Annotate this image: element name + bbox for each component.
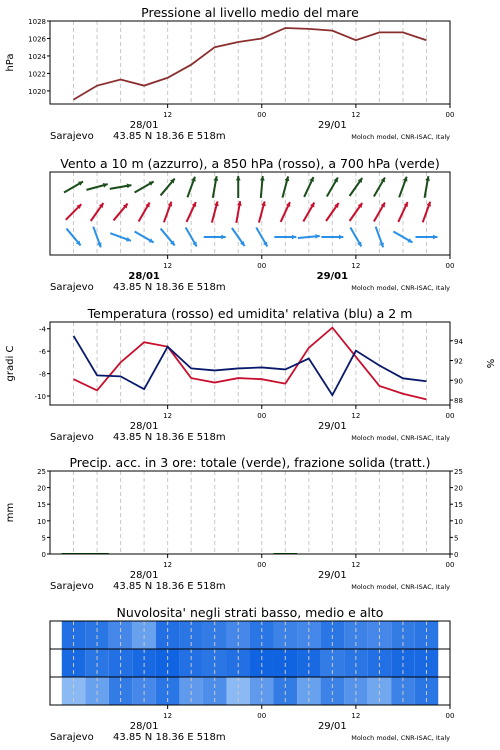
time-tick-label: 00	[257, 412, 267, 420]
panel-frame	[50, 322, 450, 405]
wind-arrow	[213, 176, 218, 198]
wind-arrow	[350, 203, 363, 221]
precipitation-panel	[5, 455, 463, 592]
wind-arrow-head	[433, 235, 437, 240]
panel-title: Pressione al livello medio del mare	[141, 5, 359, 20]
y-tick-label: -10	[34, 393, 46, 402]
y-axis-label: hPa	[5, 53, 16, 72]
time-tick-label: 12	[163, 412, 173, 420]
time-axis	[50, 705, 454, 743]
time-tick-label: 00	[445, 262, 455, 270]
model-credit: Moloch model, CNR-ISAC, Italy	[351, 284, 450, 292]
wind-arrow	[212, 201, 219, 222]
time-tick-label: 12	[351, 712, 361, 720]
time-tick-label: 00	[257, 262, 267, 270]
y-tick-label: 1020	[28, 87, 46, 96]
y-tick-label: 5	[41, 534, 46, 543]
time-tick-label: 00	[445, 412, 455, 420]
time-tick-label: 12	[351, 412, 361, 420]
time-tick-label: 12	[163, 712, 173, 720]
wind-arrow	[374, 202, 385, 221]
y-right-tick-label: 88	[454, 397, 463, 406]
wind-arrow	[135, 182, 154, 193]
y-right-axis-label: %	[484, 358, 495, 369]
date-label: 29/01	[317, 721, 347, 732]
y-tick-label: 0	[41, 551, 46, 559]
station-name: Sarajevo	[50, 581, 94, 592]
wind-arrow	[110, 233, 131, 241]
time-tick-label: 00	[445, 561, 455, 569]
station-name: Sarajevo	[50, 282, 94, 293]
y-tick-label: 1022	[28, 70, 46, 79]
station-coords: 43.85 N 18.36 E 518m	[113, 581, 226, 592]
panel-frame	[50, 172, 450, 255]
station-name: Sarajevo	[50, 432, 94, 443]
y-right-tick-label: 25	[454, 468, 463, 476]
wind-arrow-head	[221, 235, 225, 240]
y-tick-label: 15	[37, 501, 46, 510]
wind-arrow-head	[339, 235, 343, 240]
y-right-tick-label: 90	[454, 377, 463, 386]
panel-title: Nuvolosita' negli strati basso, medio e alto	[116, 605, 384, 620]
date-label: 29/01	[317, 120, 347, 131]
time-tick-label: 12	[351, 111, 361, 119]
y-tick-label: 20	[37, 484, 46, 493]
wind-arrow-head	[315, 234, 320, 239]
wind-arrow	[187, 202, 197, 222]
time-tick-label: 00	[445, 111, 455, 119]
station-name: Sarajevo	[50, 732, 94, 743]
y-axis-label: mm	[5, 502, 16, 523]
temperature-panel	[5, 306, 495, 443]
station-coords: 43.85 N 18.36 E 518m	[113, 131, 226, 142]
panel-title: Vento a 10 m (azzurro), a 850 hPa (rosso), a 700 hPa (verde)	[60, 156, 440, 171]
date-label: 28/01	[128, 271, 160, 282]
y-tick-label: 1028	[28, 18, 46, 26]
date-label: 28/01	[129, 721, 159, 732]
wind-arrow	[236, 201, 241, 223]
model-credit: Moloch model, CNR-ISAC, Italy	[351, 434, 450, 442]
wind-panel	[50, 156, 454, 293]
panel-frame	[50, 471, 450, 554]
y-right-tick-label: 10	[454, 517, 463, 526]
time-tick-label: 12	[351, 561, 361, 569]
time-tick-label: 12	[163, 111, 173, 119]
y-tick-label: -6	[39, 348, 46, 357]
pressure-line	[74, 28, 427, 100]
time-axis	[50, 255, 454, 293]
cloud-panel	[50, 605, 454, 743]
wind-arrow	[425, 176, 430, 198]
date-label: 29/01	[317, 421, 347, 432]
wind-arrow	[135, 232, 154, 243]
wind-arrow	[91, 203, 104, 221]
model-credit: Moloch model, CNR-ISAC, Italy	[351, 133, 450, 141]
y-right-tick-label: 92	[454, 357, 463, 366]
wind-arrow-head	[292, 235, 296, 240]
wind-arrow	[259, 201, 266, 222]
y-right-tick-label: 94	[454, 337, 463, 346]
wind-arrow	[398, 202, 408, 222]
date-label: 28/01	[129, 570, 159, 581]
time-tick-label: 12	[351, 262, 361, 270]
model-credit: Moloch model, CNR-ISAC, Italy	[351, 734, 450, 742]
date-label: 28/01	[129, 120, 159, 131]
wind-arrow	[139, 202, 150, 221]
time-tick-label: 00	[445, 712, 455, 720]
date-label: 28/01	[129, 421, 159, 432]
y-tick-label: 10	[37, 517, 46, 526]
y-tick-label: -8	[39, 370, 46, 379]
y-tick-label: 1024	[28, 52, 46, 61]
wind-arrow-head	[260, 176, 265, 181]
wind-arrow	[260, 176, 265, 198]
y-tick-label: -4	[39, 325, 46, 334]
y-tick-label: 25	[37, 468, 46, 476]
station-coords: 43.85 N 18.36 E 518m	[113, 282, 226, 293]
date-label: 29/01	[316, 271, 349, 282]
wind-arrow	[326, 203, 339, 221]
wind-arrow-head	[236, 176, 241, 180]
y-right-tick-label: 15	[454, 501, 463, 510]
wind-arrow	[64, 182, 83, 193]
y-right-tick-label: 0	[454, 551, 459, 559]
y-right-tick-label: 20	[454, 484, 463, 493]
humidity-line	[74, 336, 427, 395]
time-axis	[50, 554, 454, 592]
station-coords: 43.85 N 18.36 E 518m	[113, 432, 226, 443]
time-tick-label: 00	[257, 712, 267, 720]
time-axis	[50, 104, 454, 142]
date-label: 29/01	[317, 570, 347, 581]
time-tick-label: 00	[257, 561, 267, 569]
pressure-panel	[5, 5, 454, 142]
wind-arrow	[236, 176, 241, 198]
wind-arrow	[423, 202, 431, 223]
wind-arrow	[393, 232, 412, 243]
y-axis-label: gradi C	[5, 345, 16, 382]
wind-arrow	[282, 176, 289, 197]
y-tick-label: 1026	[28, 35, 46, 44]
station-name: Sarajevo	[50, 131, 94, 142]
temperature-line	[74, 328, 427, 400]
time-axis	[50, 405, 454, 443]
panel-frame	[50, 21, 450, 104]
wind-arrow	[164, 202, 172, 223]
panel-title: Precip. acc. in 3 ore: totale (verde), frazione solida (tratt.)	[69, 455, 431, 470]
time-tick-label: 12	[163, 262, 173, 270]
time-tick-label: 12	[163, 561, 173, 569]
time-tick-label: 00	[257, 111, 267, 119]
panel-title: Temperatura (rosso) ed umidita' relativa (blu) a 2 m	[87, 306, 413, 321]
model-credit: Moloch model, CNR-ISAC, Italy	[351, 583, 450, 591]
wind-arrow	[281, 202, 291, 222]
station-coords: 43.85 N 18.36 E 518m	[113, 732, 226, 743]
y-right-tick-label: 5	[454, 534, 459, 543]
wind-arrow	[303, 202, 314, 221]
